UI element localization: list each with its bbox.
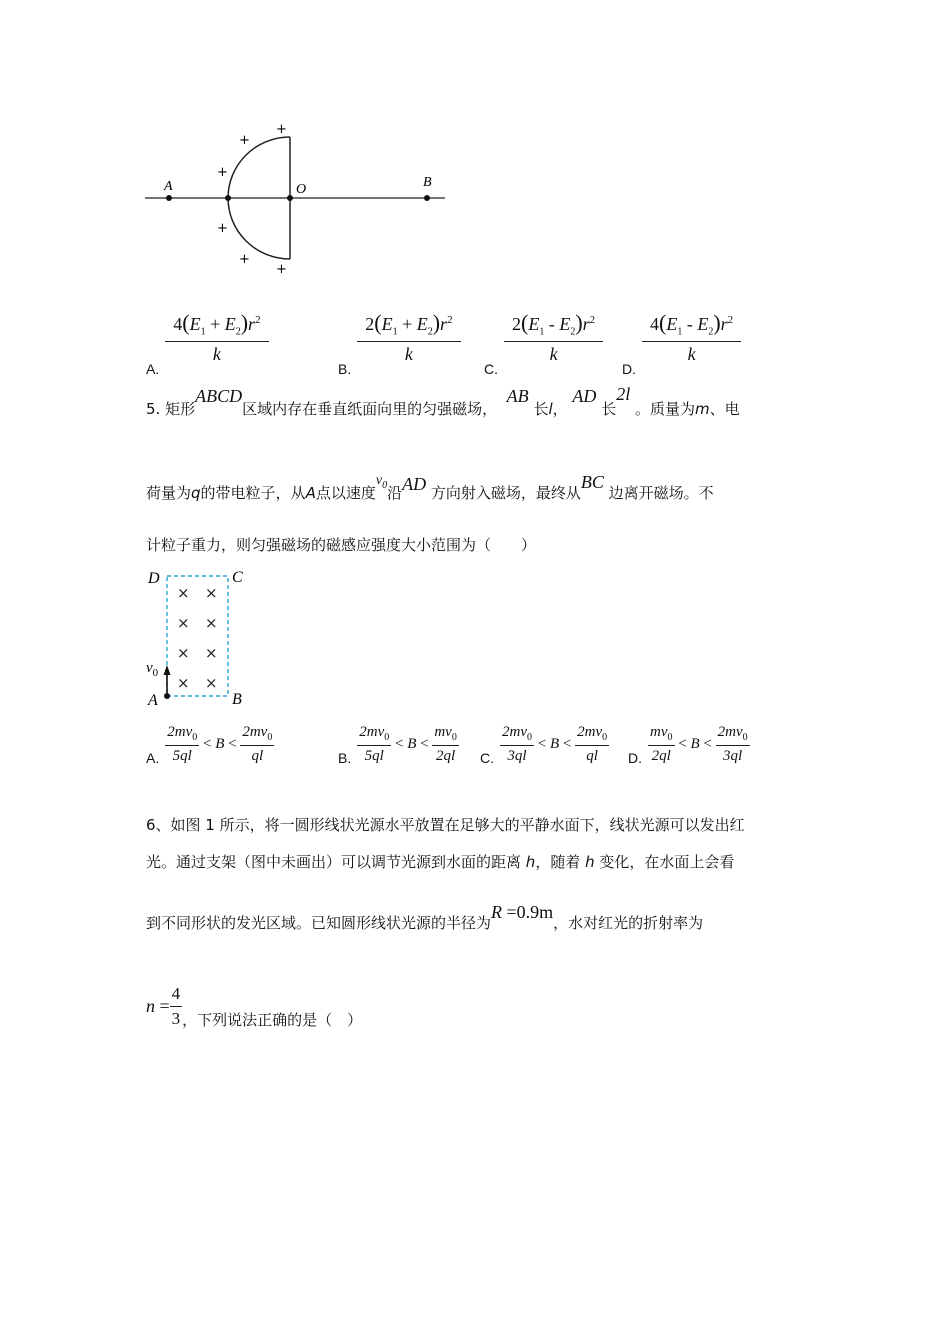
plus-charge: + (239, 133, 250, 148)
corner-C-label: C (232, 569, 243, 586)
q6-line-4: n = $\frac{4}{3}$ ，下列说法正确的是（ ） (146, 984, 363, 1029)
corner-B-label: B (232, 691, 242, 708)
svg-text:×: × (205, 674, 218, 692)
svg-text:×: × (177, 584, 190, 602)
charged-semicircle-figure (140, 115, 460, 285)
svg-text:×: × (205, 614, 218, 632)
svg-text:×: × (177, 644, 190, 662)
option-label: C. (484, 360, 498, 377)
point-A-label: A (164, 179, 173, 194)
plus-charge: + (239, 252, 250, 267)
q4-option-c[interactable]: C. $\frac{2(E_1 - E_2)r^2}{k}$ (484, 310, 603, 365)
option-label: A. (146, 360, 160, 377)
svg-text:×: × (205, 644, 218, 662)
q4-option-d[interactable]: D. $\frac{4(E_1 - E_2)r^2}{k}$ (622, 310, 741, 365)
corner-A-label: A (148, 692, 158, 709)
plus-charge: + (276, 122, 287, 137)
option-label: B. (338, 360, 352, 377)
plus-charge: + (217, 165, 228, 180)
v0-label: $v_0$ (146, 660, 159, 679)
q5-option-a[interactable]: A. $\frac{2mv_0}{5ql}$ < B < $\frac{2mv_0}{ql}$ (146, 724, 273, 766)
q6-line-1: 6、如图 1 所示，将一圆形线状光源水平放置在足够大的平静水面下，线状光源可以发出红 (146, 816, 745, 834)
point-B-label: B (423, 175, 432, 190)
svg-text:×: × (177, 614, 190, 632)
q4-option-b[interactable]: B. $\frac{2(E_1 + E_2)r^2}{k}$ (338, 310, 461, 365)
q4-option-a[interactable]: A. $\frac{4(E_1 + E_2)r^2}{k}$ (146, 310, 269, 365)
point-O-label: O (296, 182, 307, 197)
plus-charge: + (217, 221, 228, 236)
option-label: D. (622, 360, 636, 377)
corner-D-label: D (148, 570, 160, 587)
q6-line-3: 到不同形状的发光区域。已知圆形线状光源的半径为R =0.9m，水对红光的折射率为 (146, 902, 704, 932)
q6-line-2: 光。通过支架（图中未画出）可以调节光源到水面的距离 h，随着 h 变化，在水面上会看 (146, 853, 735, 871)
svg-text:×: × (205, 584, 218, 602)
q5-option-c[interactable]: C. $\frac{2mv_0}{3ql}$ < B < $\frac{2mv_0}{ql}$ (480, 724, 608, 766)
magnetic-field-rectangle-figure (140, 565, 260, 710)
q5-option-d[interactable]: D. $\frac{mv_0}{2ql}$ < B < $\frac{2mv_0}{3ql}$ (628, 724, 748, 766)
q5-option-b[interactable]: B. $\frac{2mv_0}{5ql}$ < B < $\frac{mv_0}{2ql}$ (338, 724, 457, 766)
svg-text:×: × (177, 674, 190, 692)
q5-line-2: 荷量为q的带电粒子，从A点以速度$v_0$沿AD 方向射入磁场，最终从BC 边离开磁场。不 (146, 472, 714, 502)
plus-charge: + (276, 262, 287, 277)
q5-line-1: 5. 矩形ABCD区域内存在垂直纸面向里的匀强磁场， AB 长l， AD 长2l 。质量为m、电 (146, 384, 740, 418)
q5-line-3: 计粒子重力，则匀强磁场的磁感应强度大小范围为（ ） (146, 536, 537, 554)
